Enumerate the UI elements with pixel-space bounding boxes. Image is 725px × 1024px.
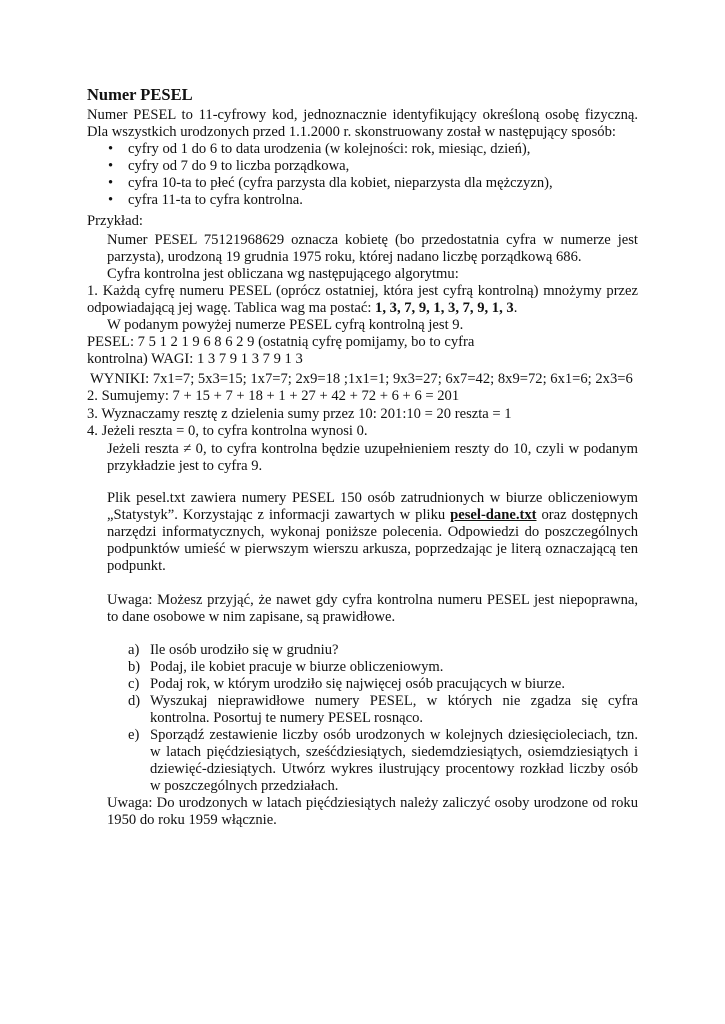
task-line: podpunktów umieść w pierwszym wierszu arkusza, poprzedzając je literą oznaczającą ten: [107, 541, 638, 557]
question-text: Podaj, ile kobiet pracuje w biurze obliczeniowym.: [150, 659, 444, 675]
final-note-line: Uwaga: Do urodzonych w latach pięćdziesiątych należy zaliczyć osoby urodzone od roku: [107, 795, 638, 811]
question-text: w poszczególnych przedziałach.: [150, 778, 339, 794]
data-file-link[interactable]: pesel-dane.txt: [450, 507, 537, 523]
check-digit-line: W podanym powyżej numerze PESEL cyfrą kontrolną jest 9.: [107, 317, 464, 333]
step-4-detail: przykładzie jest to cyfra 9.: [107, 458, 263, 474]
step-1-line: 1. Każdą cyfrę numeru PESEL (oprócz ostatniej, która jest cyfrą kontrolną) mnożymy przez: [87, 283, 638, 299]
bullet-item: • cyfra 11-ta to cyfra kontrolna.: [128, 192, 303, 209]
step-4-line: 4. Jeżeli reszta = 0, to cyfra kontrolna wynosi 0.: [87, 423, 368, 439]
question-text: dziewięć-dziesiątych. Utwórz wykres ilustrujący procentowy rozkład liczby osób: [150, 761, 638, 777]
question-text: w latach pięćdziesiątych, sześćdziesiątych, siedemdziesiątych, osiemdziesiątych i: [150, 744, 638, 760]
example-line: Cyfra kontrolna jest obliczana wg następującego algorytmu:: [107, 266, 459, 282]
bullet-item: • cyfry od 7 do 9 to liczba porządkowa,: [128, 158, 349, 175]
question-text: Ile osób urodziło się w grudniu?: [150, 642, 339, 658]
question-text: kontrolna. Posortuj te numery PESEL rosnąco.: [150, 710, 424, 726]
question-label: e): [128, 727, 140, 743]
task-line: „Statystyk”. Korzystając z informacji zawartych w pliku pesel-dane.txt oraz dostępnych: [107, 507, 638, 523]
intro-line-1: Numer PESEL to 11-cyfrowy kod, jednoznacznie identyfikujący określoną osobę fizyczną.: [87, 107, 638, 123]
intro-line-2: Dla wszystkich urodzonych przed 1.1.2000 r. skonstruowany został w następujący sposób:: [87, 124, 616, 140]
question-label: c): [128, 676, 140, 692]
final-note-line: 1950 do roku 1959 włącznie.: [107, 812, 277, 828]
step-4-detail: Jeżeli reszta ≠ 0, to cyfra kontrolna będzie uzupełnieniem reszty do 10, czyli w podanym: [107, 441, 638, 457]
pesel-digits-line: PESEL: 7 5 1 2 1 9 6 8 6 2 9 (ostatnią cyfrę pomijamy, bo to cyfra: [87, 334, 475, 350]
page-title: Numer PESEL: [87, 85, 193, 104]
question-text: Sporządź zestawienie liczby osób urodzonych w kolejnych dziesięcioleciach, tzn.: [150, 727, 638, 743]
bullet-item: • cyfra 10-ta to płeć (cyfra parzysta dla kobiet, nieparzysta dla mężczyzn),: [128, 175, 553, 192]
example-line: parzysta), urodzoną 19 grudnia 1975 roku, której nadano liczbę porządkową 686.: [107, 249, 582, 265]
question-text: Wyszukaj nieprawidłowe numery PESEL, w których nie zgadza się cyfra: [150, 693, 638, 709]
task-line: narzędzi informatycznych, wykonaj poniższe polecenia. Odpowiedzi do poszczególnych: [107, 524, 638, 540]
example-line: Numer PESEL 75121968629 oznacza kobietę (bo przedostatnia cyfra w numerze jest: [107, 232, 638, 248]
step-1-weights-line: odpowiadającą jej wagę. Tablica wag ma postać: 1, 3, 7, 9, 1, 3, 7, 9, 1, 3.: [87, 300, 518, 316]
weights-table: 1, 3, 7, 9, 1, 3, 7, 9, 1, 3: [375, 300, 514, 316]
task-line: Plik pesel.txt zawiera numery PESEL 150 osób zatrudnionych w biurze obliczeniowym: [107, 490, 638, 506]
note-line: Uwaga: Możesz przyjąć, że nawet gdy cyfra kontrolna numeru PESEL jest niepoprawna,: [107, 592, 638, 608]
weights-line: kontrolna) WAGI: 1 3 7 9 1 3 7 9 1 3: [87, 351, 303, 367]
results-line: WYNIKI: 7x1=7; 5x3=15; 1x7=7; 2x9=18 ;1x1=1; 9x3=27; 6x7=42; 8x9=72; 6x1=6; 2x3=6: [90, 371, 633, 387]
question-text: Podaj rok, w którym urodziło się najwięcej osób pracujących w biurze.: [150, 676, 565, 692]
example-label: Przykład:: [87, 213, 143, 229]
step-2-line: 2. Sumujemy: 7 + 15 + 7 + 18 + 1 + 27 + 42 + 72 + 6 + 6 = 201: [87, 388, 460, 404]
task-line: podpunkt.: [107, 558, 166, 574]
question-label: b): [128, 659, 141, 675]
step-3-line: 3. Wyznaczamy resztę z dzielenia sumy przez 10: 201:10 = 20 reszta = 1: [87, 406, 512, 422]
bullet-item: • cyfry od 1 do 6 to data urodzenia (w kolejności: rok, miesiąc, dzień),: [128, 141, 530, 158]
question-label: a): [128, 642, 140, 658]
note-line: to dane osobowe w nim zapisane, są prawidłowe.: [107, 609, 396, 625]
question-label: d): [128, 693, 141, 709]
